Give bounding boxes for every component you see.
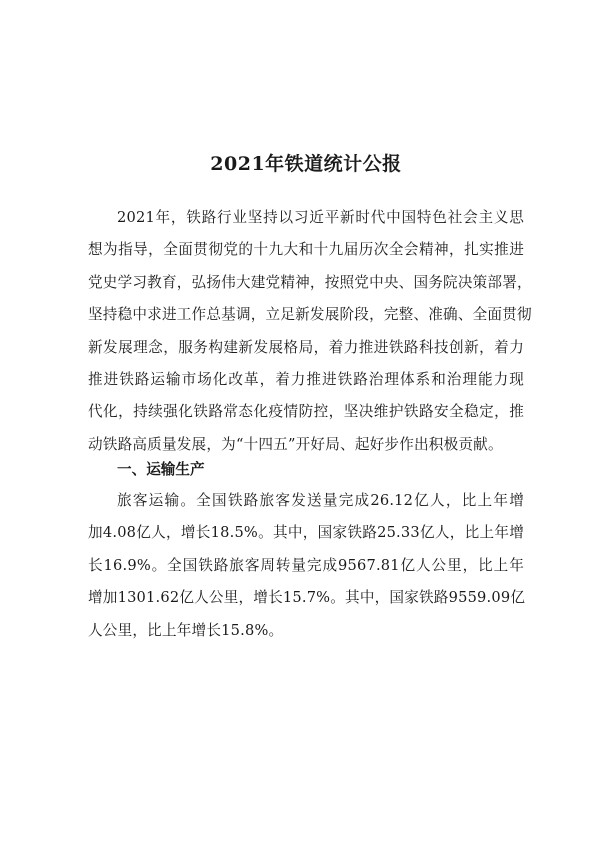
text-line: 增加1301.62亿人公里，增长15.7%。其中，国家铁路9559.09亿 — [88, 589, 526, 607]
text-line: 2021年，铁路行业坚持以习近平新时代中国特色社会主义思 — [117, 209, 524, 226]
text-line: 新发展理念，服务构建新发展格局，着力推进铁路科技创新，着力 — [88, 338, 524, 356]
text-line: 推进铁路运输市场化改革，着力推进铁路治理体系和治理能力现 — [88, 370, 524, 388]
text-line: 旅客运输。全国铁路旅客发送量完成26.12亿人，比上年增 — [117, 492, 524, 509]
text-line: 长16.9%。全国铁路旅客周转量完成9567.81亿人公里，比上年 — [88, 556, 524, 574]
text-line: 坚持稳中求进工作总基调，立足新发展阶段，完整、准确、全面贯彻 — [88, 306, 532, 324]
text-line: 加4.08亿人，增长18.5%。其中，国家铁路25.33亿人，比上年增 — [88, 524, 524, 542]
text-line: 人公里，比上年增长15.8%。 — [88, 621, 284, 639]
passenger-transport-paragraph — [88, 485, 524, 647]
text-line: 党史学习教育，弘扬伟大建党精神，按照党中央、国务院决策部署， — [88, 273, 532, 291]
text-line: 代化，持续强化铁路常态化疫情防控，坚决维护铁路安全稳定，推 — [88, 403, 524, 421]
intro-paragraph — [88, 202, 532, 461]
section-heading-transport: 一、运输生产 — [117, 461, 205, 478]
text-line: 想为指导，全面贯彻党的十九大和十九届历次全会精神，扎实推进 — [88, 241, 524, 259]
text-line: 动铁路高质量发展，为“十四五”开好局、起好步作出积极贡献。 — [88, 435, 503, 453]
document-title: 2021年铁道统计公报 — [210, 153, 402, 175]
